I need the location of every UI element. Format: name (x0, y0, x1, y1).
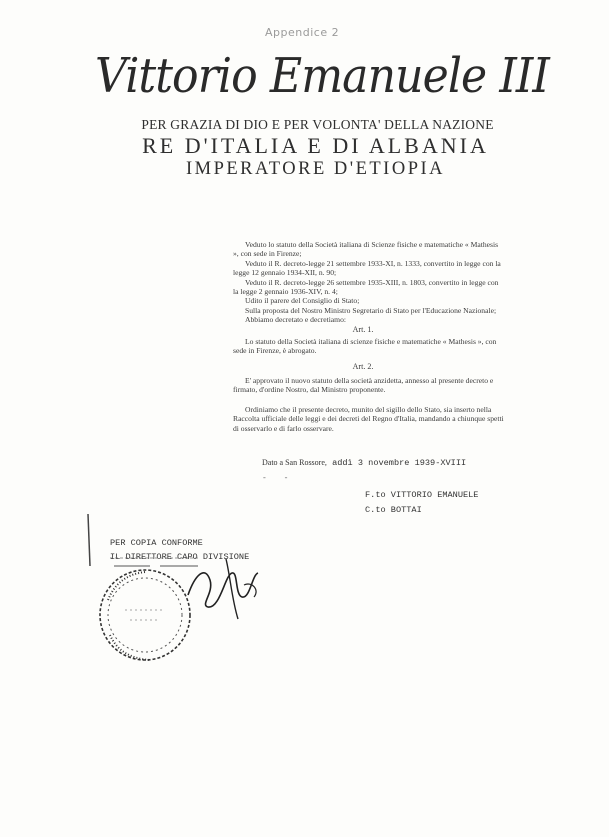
dato-line (262, 458, 466, 468)
article-2-paragraph: E' approvato il nuovo statuto della società anzidetta, annesso al presente decreto e firmato, d'ordine Nostro, dal Ministro proponente. (233, 376, 494, 395)
handwritten-signature (180, 545, 290, 625)
article-1-heading: Art. 1. (352, 325, 374, 334)
director-line: IL DIRETTORE CAPO DIVISIONE (110, 552, 250, 562)
copy-conform-line: PER COPIA CONFORME (110, 538, 203, 548)
preamble-line: Sulla proposta del Nostro Ministro Segretario di Stato per l'Educazione Nazionale; (245, 305, 497, 315)
article-2-text (233, 376, 505, 395)
preamble-line: Veduto lo statuto della Società italiana di Scienze fisiche e matematiche « Mathesis », con sede in Firenze; (233, 240, 499, 259)
article-1-text (233, 337, 505, 356)
minister-signature-line: C.to BOTTAI (365, 505, 422, 515)
closing-text (233, 405, 505, 433)
subtitle-emperor: IMPERATORE D'ETIOPIA (185, 159, 446, 179)
preamble-line: Udito il parere del Consiglio di Stato; (245, 296, 360, 306)
dato-date: addì 3 novembre 1939-XVIII (332, 458, 467, 468)
article-2-heading: Art. 2. (352, 362, 374, 371)
preamble-line: Abbiamo decretato e decretiamo: (245, 315, 346, 325)
preamble-line: Veduto il R. decreto-legge 21 settembre 1933-XI, n. 1333, convertito in legge con la legge 12 gennaio 1934-XII, n. 90; (233, 258, 501, 278)
subtitle-grace: PER GRAZIA DI DIO E PER VOLONTA' DELLA NAZIONE (141, 117, 494, 132)
article-1-paragraph: Lo statuto della Società italiana di scienze fisiche e matematiche « Mathesis », con sede in Firenze, è abrogato. (233, 337, 497, 356)
dato-place: Dato a San Rossore, (262, 458, 327, 467)
preamble-line: Veduto il R. decreto-legge 26 settembre 1935-XIII, n. 1803, convertito in legge con la legge 2 gennaio 1936-XIV, n. 4; (233, 277, 499, 297)
king-signature-line: F.to VITTORIO EMANUELE (365, 490, 479, 500)
dash-marks: - - (262, 474, 295, 483)
appendix-label: Appendice 2 (265, 26, 340, 39)
subtitle-king: RE D'ITALIA E DI ALBANIA (142, 133, 489, 158)
preamble (233, 240, 505, 325)
royal-title: Vittorio Emanuele III (95, 48, 549, 104)
closing-paragraph: Ordiniamo che il presente decreto, munito del sigillo dello Stato, sia inserto nella Raccolta ufficiale delle leggi e dei decreti del Regno d'Italia, mandando a chiunque spetti di osservarlo e di farlo osservare. (233, 405, 504, 433)
